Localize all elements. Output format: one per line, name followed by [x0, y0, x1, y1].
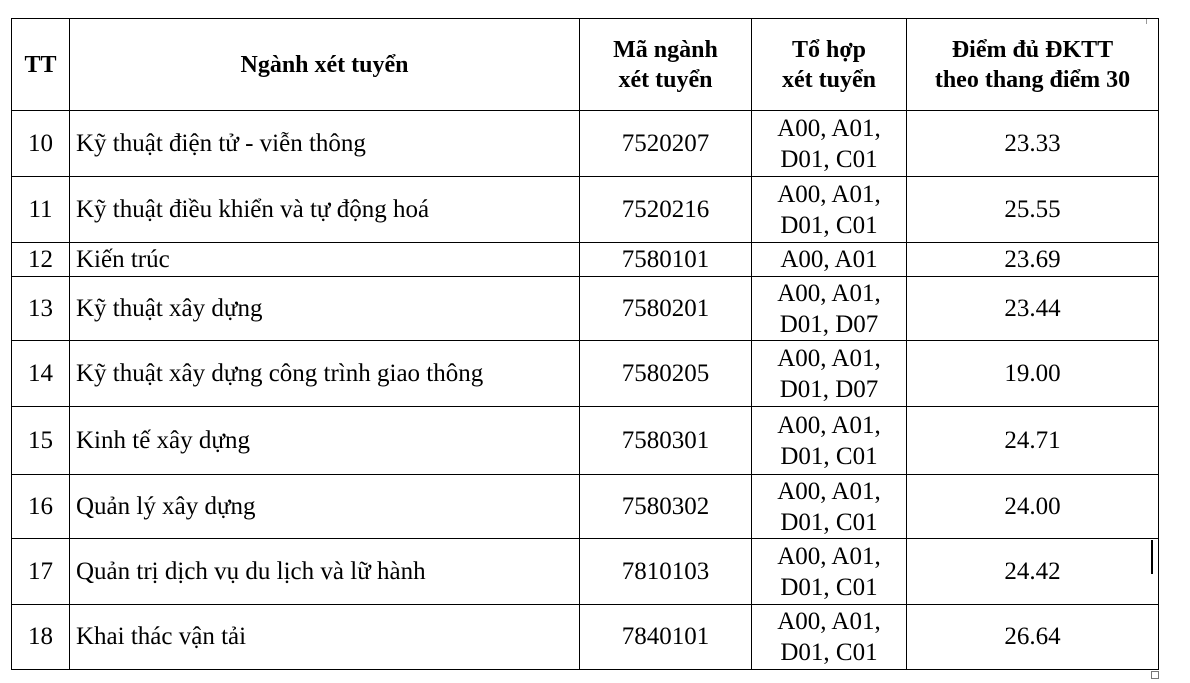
row-subject-combo-line2: D01, D07	[779, 310, 879, 338]
row-score: 23.33	[907, 111, 1159, 177]
row-subject-combo-line1: A00, A01,	[777, 477, 881, 505]
row-score: 25.55	[907, 177, 1159, 243]
table-header-row	[12, 19, 1159, 111]
table-row	[12, 605, 1159, 670]
header-major-code-line1: Mã ngành	[613, 36, 718, 63]
row-subject-combo	[752, 177, 907, 243]
row-subject-combo	[752, 111, 907, 177]
row-major-name: Kỹ thuật điện tử - viễn thông	[70, 111, 580, 177]
row-subject-combo-line1: A00, A01,	[777, 180, 881, 208]
header-score	[907, 19, 1159, 111]
row-major-code: 7520216	[580, 177, 752, 243]
row-tt: 17	[12, 539, 70, 605]
row-major-code: 7580205	[580, 341, 752, 407]
row-major-name: Quản trị dịch vụ du lịch và lữ hành	[70, 539, 580, 605]
row-subject-combo	[752, 341, 907, 407]
row-major-name: Kỹ thuật điều khiển và tự động hoá	[70, 177, 580, 243]
table-row	[12, 407, 1159, 475]
header-major-code-line2: xét tuyển	[618, 66, 713, 93]
row-major-name: Khai thác vận tải	[70, 605, 580, 670]
row-major-code: 7840101	[580, 605, 752, 670]
header-subject-combo-line2: xét tuyển	[782, 66, 876, 93]
row-subject-combo-line1: A00, A01,	[777, 542, 881, 570]
row-subject-combo-line1: A00, A01	[780, 246, 878, 273]
row-subject-combo-line1: A00, A01,	[777, 608, 881, 635]
table-row	[12, 341, 1159, 407]
header-major: Ngành xét tuyển	[70, 19, 580, 111]
row-tt: 14	[12, 341, 70, 407]
admission-score-table	[11, 18, 1159, 670]
header-tt: TT	[12, 19, 70, 111]
row-subject-combo-line2: D01, C01	[780, 442, 878, 470]
header-major-code	[580, 19, 752, 111]
row-major-code: 7580201	[580, 277, 752, 341]
row-major-name: Kỹ thuật xây dựng công trình giao thông	[70, 341, 580, 407]
row-score: 24.71	[907, 407, 1159, 475]
row-subject-combo-line2: D01, C01	[780, 145, 878, 173]
row-major-code: 7580302	[580, 475, 752, 539]
row-subject-combo-line1: A00, A01,	[777, 114, 881, 142]
header-subject-combo	[752, 19, 907, 111]
row-subject-combo-line1: A00, A01,	[777, 411, 881, 439]
row-subject-combo-line2: D01, C01	[780, 508, 878, 536]
row-tt: 11	[12, 177, 70, 243]
table-row	[12, 475, 1159, 539]
header-subject-combo-line1: Tổ hợp	[792, 36, 866, 63]
row-major-code: 7810103	[580, 539, 752, 605]
table-row	[12, 111, 1159, 177]
row-score: 23.44	[907, 277, 1159, 341]
row-subject-combo	[752, 475, 907, 539]
row-tt: 13	[12, 277, 70, 341]
row-score: 19.00	[907, 341, 1159, 407]
table-row	[12, 243, 1159, 277]
row-tt: 18	[12, 605, 70, 670]
row-subject-combo-line2: D01, D07	[779, 375, 879, 403]
header-score-line2: theo thang điểm 30	[934, 66, 1131, 93]
table-row	[12, 277, 1159, 341]
row-subject-combo	[752, 277, 907, 341]
row-major-code: 7580101	[580, 243, 752, 277]
row-major-code: 7580301	[580, 407, 752, 475]
row-subject-combo-line1: A00, A01,	[777, 344, 881, 372]
row-tt: 12	[12, 243, 70, 277]
row-major-name: Quản lý xây dựng	[70, 475, 580, 539]
row-score: 24.00	[907, 475, 1159, 539]
row-subject-combo	[752, 605, 907, 670]
header-score-line1: Điểm đủ ĐKTT	[951, 36, 1114, 63]
row-tt: 15	[12, 407, 70, 475]
row-subject-combo-line2: D01, C01	[780, 211, 878, 239]
row-subject-combo	[752, 539, 907, 605]
row-subject-combo	[752, 243, 907, 277]
table-row	[12, 539, 1159, 605]
row-major-name: Kiến trúc	[70, 243, 580, 277]
row-score: 24.42	[907, 539, 1159, 605]
row-major-name: Kinh tế xây dựng	[70, 407, 580, 475]
stray-vertical-line	[1151, 540, 1153, 574]
row-tt: 10	[12, 111, 70, 177]
row-tt: 16	[12, 475, 70, 539]
row-score: 26.64	[907, 605, 1159, 670]
row-major-code: 7520207	[580, 111, 752, 177]
table-resize-handle[interactable]	[1151, 671, 1159, 679]
row-major-name: Kỹ thuật xây dựng	[70, 277, 580, 341]
table-row	[12, 177, 1159, 243]
row-score: 23.69	[907, 243, 1159, 277]
row-subject-combo-line1: A00, A01,	[777, 279, 881, 307]
row-subject-combo-line2: D01, C01	[780, 639, 878, 666]
row-subject-combo	[752, 407, 907, 475]
row-subject-combo-line2: D01, C01	[780, 573, 878, 601]
